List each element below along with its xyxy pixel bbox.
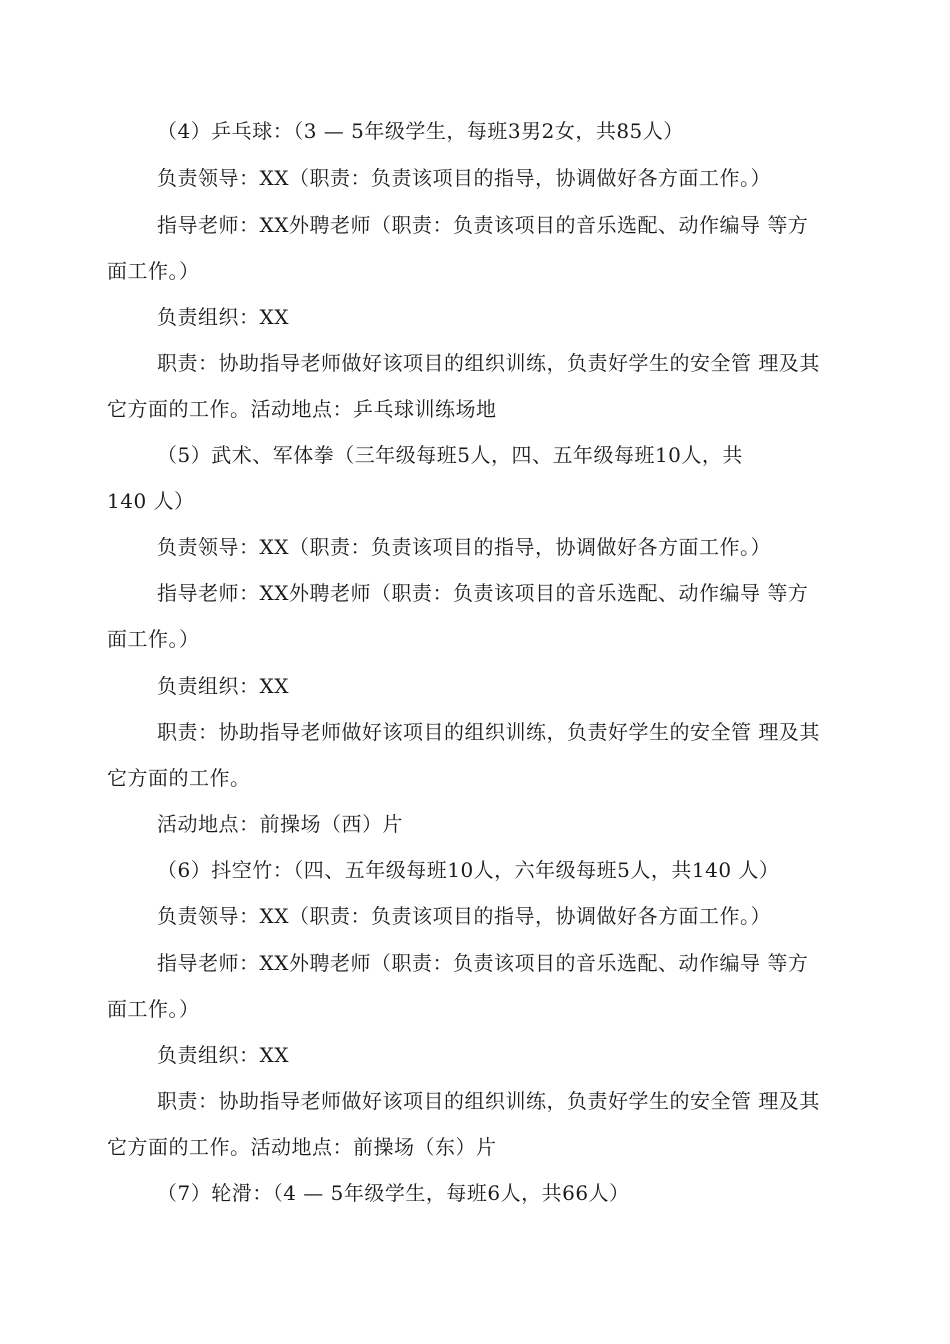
instructor-line: 指导老师：XX外聘老师（职责：负责该项目的音乐选配、动作编导 等方: [157, 951, 809, 975]
organizer-line: 负责组织：XX: [157, 305, 289, 329]
instructor-line-cont: 面工作。）: [107, 259, 200, 283]
duty-line: 职责：协助指导老师做好该项目的组织训练，负责好学生的安全管 理及其: [157, 351, 820, 375]
duty-line-cont: 它方面的工作。活动地点：乒乓球训练场地: [107, 397, 497, 421]
organizer-line: 负责组织：XX: [157, 674, 289, 698]
leader-line: 负责领导：XX（职责：负责该项目的指导，协调做好各方面工作。）: [157, 535, 771, 559]
instructor-line-cont: 面工作。）: [107, 997, 200, 1021]
duty-line-cont: 它方面的工作。: [107, 766, 251, 790]
duty-line: 职责：协助指导老师做好该项目的组织训练，负责好学生的安全管 理及其: [157, 720, 820, 744]
section-heading-skating: （7）轮滑：（4 — 5年级学生，每班6人，共66人）: [157, 1181, 630, 1205]
duty-line-cont: 它方面的工作。活动地点：前操场（东）片: [107, 1135, 497, 1159]
instructor-line: 指导老师：XX外聘老师（职责：负责该项目的音乐选配、动作编导 等方: [157, 581, 809, 605]
leader-line: 负责领导：XX（职责：负责该项目的指导，协调做好各方面工作。）: [157, 904, 771, 928]
section-heading-wushu: （5）武术、军体拳（三年级每班5人，四、五年级每班10人，共: [157, 443, 743, 467]
instructor-line: 指导老师：XX外聘老师（职责：负责该项目的音乐选配、动作编导 等方: [157, 213, 809, 237]
duty-line: 职责：协助指导老师做好该项目的组织训练，负责好学生的安全管 理及其: [157, 1089, 820, 1113]
section-heading-wushu-cont: 140 人）: [107, 489, 195, 513]
organizer-line: 负责组织：XX: [157, 1043, 289, 1067]
leader-line: 负责领导：XX（职责：负责该项目的指导，协调做好各方面工作。）: [157, 166, 771, 190]
instructor-line-cont: 面工作。）: [107, 627, 200, 651]
section-heading-diabolo: （6）抖空竹：（四、五年级每班10人，六年级每班5人，共140 人）: [157, 858, 780, 882]
location-line: 活动地点：前操场（西）片: [157, 812, 403, 836]
section-heading-pingpong: （4）乒乓球：（3 — 5年级学生，每班3男2女，共85人）: [157, 119, 684, 143]
